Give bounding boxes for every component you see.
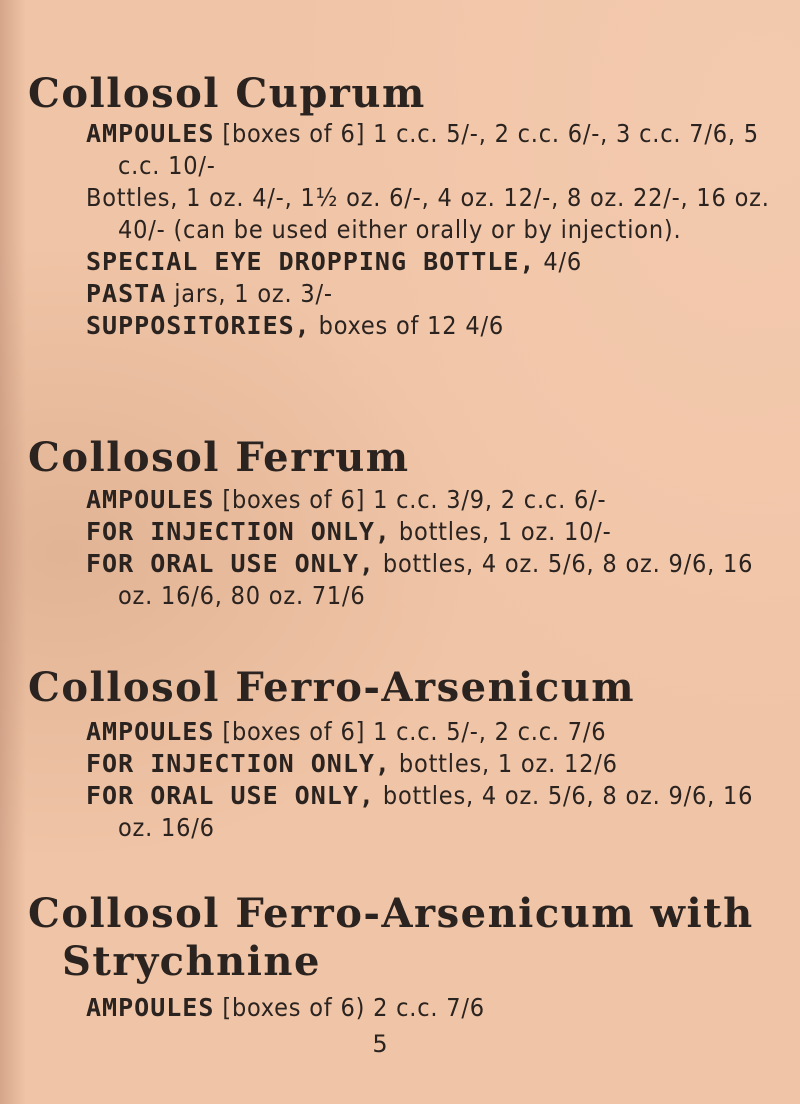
cuprum-bottles-line bbox=[86, 182, 786, 246]
section-body-ferrum bbox=[86, 484, 786, 612]
section-title-cuprum: Collosol Cuprum bbox=[28, 70, 426, 117]
strychnine-ampoules-prices: [boxes of 6) 2 c.c. 7/6 bbox=[214, 993, 485, 1022]
ferro-arsenicum-ampoules-line bbox=[86, 716, 786, 748]
ferrum-injection-head: FOR INJECTION ONLY, bbox=[86, 517, 391, 546]
cuprum-ampoules-head: AMPOULES bbox=[86, 119, 215, 148]
ferro-arsenicum-oral-head: FOR ORAL USE ONLY, bbox=[86, 781, 375, 810]
section-title-ferro-arsenicum-strychnine-line2: Strychnine bbox=[62, 938, 321, 985]
ferrum-injection-prices: bottles, 1 oz. 10/- bbox=[390, 517, 612, 546]
strychnine-ampoules-line bbox=[86, 992, 786, 1024]
cuprum-suppositories-line bbox=[86, 310, 786, 342]
ferrum-injection-line bbox=[86, 516, 786, 548]
cuprum-ampoules-line bbox=[86, 118, 786, 182]
ferrum-ampoules-prices: [boxes of 6] 1 c.c. 3/9, 2 c.c. 6/- bbox=[214, 485, 607, 514]
cuprum-suppositories-head: SUPPOSITORIES, bbox=[86, 311, 311, 340]
ferro-arsenicum-injection-prices: bottles, 1 oz. 12/6 bbox=[390, 749, 618, 778]
section-body-ferro-arsenicum bbox=[86, 716, 786, 844]
section-title-ferrum: Collosol Ferrum bbox=[28, 434, 410, 481]
ferrum-ampoules-head: AMPOULES bbox=[86, 485, 215, 514]
ferro-arsenicum-injection-head: FOR INJECTION ONLY, bbox=[86, 749, 391, 778]
cuprum-eye-bottle-head: SPECIAL EYE DROPPING BOTTLE, bbox=[86, 247, 536, 276]
ferrum-oral-head: FOR ORAL USE ONLY, bbox=[86, 549, 375, 578]
cuprum-suppositories-price: boxes of 12 4/6 bbox=[310, 311, 504, 340]
strychnine-ampoules-head: AMPOULES bbox=[86, 993, 215, 1022]
cuprum-pasta-price: jars, 1 oz. 3/- bbox=[166, 279, 333, 308]
ferrum-oral-line bbox=[86, 548, 786, 612]
cuprum-ampoules-prices: [boxes of 6] 1 c.c. 5/-, 2 c.c. 6/-, 3 c.c. 7/6, 5 c.c. 10/- bbox=[118, 119, 759, 180]
cuprum-pasta-line bbox=[86, 278, 786, 310]
ferrum-ampoules-line bbox=[86, 484, 786, 516]
ferro-arsenicum-ampoules-prices: [boxes of 6] 1 c.c. 5/-, 2 c.c. 7/6 bbox=[214, 717, 607, 746]
page-number: 5 bbox=[372, 1030, 388, 1058]
section-title-ferro-arsenicum-strychnine-line1: Collosol Ferro-Arsenicum with bbox=[28, 890, 754, 937]
section-body-cuprum bbox=[86, 118, 786, 342]
ferro-arsenicum-oral-line bbox=[86, 780, 786, 844]
ferro-arsenicum-ampoules-head: AMPOULES bbox=[86, 717, 215, 746]
page-edge-shadow bbox=[0, 0, 26, 1104]
ferrum-oral-prices: bottles, 4 oz. 5/6, 8 oz. 9/6, 16 oz. 16/6, 80 oz. 71/6 bbox=[118, 549, 754, 610]
section-body-ferro-arsenicum-strychnine bbox=[86, 992, 786, 1024]
cuprum-pasta-head: PASTA bbox=[86, 279, 167, 308]
ferro-arsenicum-injection-line bbox=[86, 748, 786, 780]
ferro-arsenicum-oral-prices: bottles, 4 oz. 5/6, 8 oz. 9/6, 16 oz. 16/6 bbox=[118, 781, 754, 842]
cuprum-eye-bottle-line bbox=[86, 246, 786, 278]
section-title-ferro-arsenicum: Collosol Ferro-Arsenicum bbox=[28, 664, 636, 711]
cuprum-bottles-text: Bottles, 1 oz. 4/-, 1½ oz. 6/-, 4 oz. 12/-, 8 oz. 22/-, 16 oz. 40/- (can be used either orally or by injection). bbox=[86, 183, 770, 244]
cuprum-eye-bottle-price: 4/6 bbox=[535, 247, 582, 276]
